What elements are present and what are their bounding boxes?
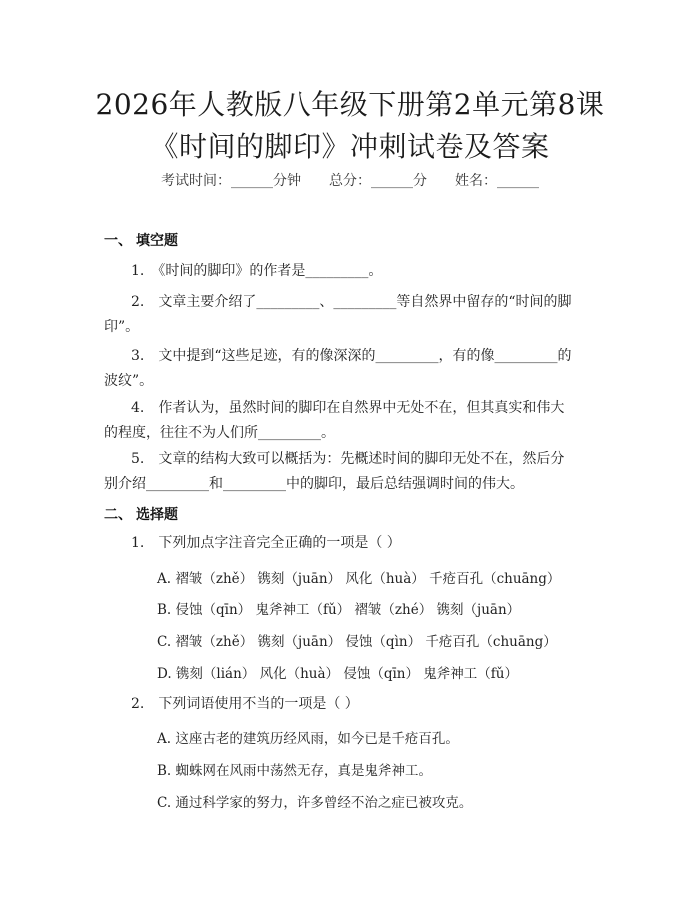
fill-question: 5. 文章的结构大致可以概括为：先概述时间的脚印无处不在，然后分别介绍_________和_________中的脚印，最后总结强调时间的伟大。 xyxy=(104,451,565,492)
choice-option: D. 镌刻（lián） 风化（huà） 侵蚀（qīn） 鬼斧神工（fǔ） xyxy=(157,666,518,682)
choice-question-stem: 2. 下列词语使用不当的一项是（ ） xyxy=(131,696,359,712)
choice-option: B. 蜘蛛网在风雨中荡然无存，真是鬼斧神工。 xyxy=(157,763,433,779)
fill-question: 2. 文章主要介绍了_________、_________等自然界中留存的“时间的脚印”。 xyxy=(104,294,572,335)
fill-question: 4. 作者认为，虽然时间的脚印在自然界中无处不在，但其真实和伟大的程度，往往不为人们所_________。 xyxy=(104,400,565,441)
choice-question-stem: 1. 下列加点字注音完全正确的一项是（ ） xyxy=(131,535,401,551)
section-choice-heading xyxy=(104,504,178,524)
section-number: 一、 xyxy=(104,233,132,249)
exam-time: 考试时间：______分钟 xyxy=(161,173,301,189)
section-title: 填空题 xyxy=(136,233,178,249)
choice-option: C. 通过科学家的努力，许多曾经不治之症已被攻克。 xyxy=(157,795,473,811)
section-fill-heading xyxy=(104,230,178,250)
exam-score: 总分：______分 xyxy=(329,173,427,189)
section-number: 二、 xyxy=(104,507,132,523)
section-title: 选择题 xyxy=(136,507,178,523)
choice-option: B. 侵蚀（qīn） 鬼斧神工（fǔ） 褶皱（zhé） 镌刻（juān） xyxy=(157,602,521,618)
choice-option: C. 褶皱（zhě） 镌刻（juān） 侵蚀（qìn） 千疮百孔（chuāng） xyxy=(157,634,557,650)
title-line-1: 2026年人教版八年级下册第2单元第8课 xyxy=(95,88,605,121)
choice-option: A. 褶皱（zhě） 镌刻（juān） 风化（huà） 千疮百孔（chuāng） xyxy=(157,571,561,587)
exam-meta xyxy=(0,170,700,190)
fill-question: 1. 《时间的脚印》的作者是_________。 xyxy=(131,263,383,279)
student-name: 姓名：______ xyxy=(455,173,539,189)
fill-question: 3. 文中提到“这些足迹，有的像深深的_________，有的像_________的波纹”。 xyxy=(104,348,572,389)
title-line-2: 《时间的脚印》冲刺试卷及答案 xyxy=(150,130,550,163)
choice-option: A. 这座古老的建筑历经风雨，如今已是千疮百孔。 xyxy=(157,731,459,747)
